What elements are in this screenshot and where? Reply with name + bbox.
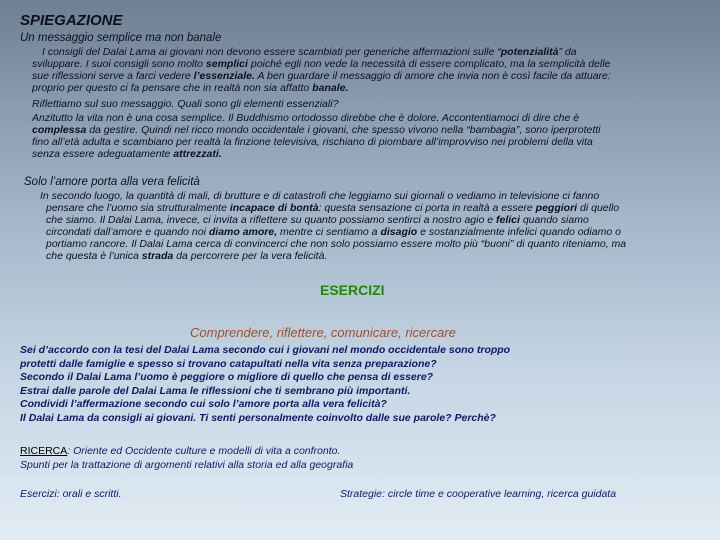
text-bold: incapace di bontà <box>229 202 319 214</box>
text: sviluppare. I suoi consigli sono molto <box>32 58 206 70</box>
text: che questa è l’unica <box>46 250 142 262</box>
text: da percorrere per la vera felicità. <box>173 250 328 262</box>
text: ” da <box>558 46 577 58</box>
text: di quello <box>577 202 620 214</box>
text: quando siamo <box>519 214 589 226</box>
text: mentre ci sentiamo a <box>277 226 381 238</box>
text: portiamo rancore. Il Dalai Lama cerca di convincerci che non solo possiamo essere molto più “buoni” di quanto riteniamo, ma <box>46 238 627 250</box>
subtitle: Un messaggio semplice ma non banale <box>20 32 222 44</box>
text: poiché egli non vede la necessità di essere complicato, ma la semplicità delle <box>247 58 611 70</box>
text: proprio per questo ci fa pensare che in realtà non sia affatto <box>32 82 313 94</box>
list-item: Condividi l’affermazione secondo cui solo l’amore porta alla vera felicità? <box>20 398 387 411</box>
text-bold: felici <box>495 214 520 226</box>
text-bold: l’essenziale. <box>193 70 255 82</box>
paragraph-intro <box>32 46 712 94</box>
strategies: Strategie: circle time e cooperative learning, ricerca guidata <box>340 488 617 500</box>
page-title: SPIEGAZIONE <box>20 12 123 29</box>
questions-list <box>20 344 510 426</box>
text: circondati dall’amore e quando noi <box>46 226 209 238</box>
text: A ben guardare il messaggio di amore che invia non è così facile da attuare: <box>254 70 611 82</box>
list-item: Secondo il Dalai Lama l’uomo è peggiore o migliore di quello che pensa di essere? <box>20 371 434 384</box>
list-item: Il Dalai Lama da consigli ai giovani. Ti senti personalmente coinvolto dalle sue parole? Perchè? <box>20 411 496 424</box>
section-heading-love: Solo l’amore porta alla vera felicità <box>24 176 200 188</box>
text-bold: diamo amore, <box>208 226 278 238</box>
text-bold: potenzialità <box>500 46 559 58</box>
exercises-heading: ESERCIZI <box>320 282 385 298</box>
list-item: Sei d’accordo con la tesi del Dalai Lama secondo cui i giovani nel mondo occidentale sono troppo <box>20 344 511 356</box>
exercises-subheading: Comprendere, riflettere, comunicare, ricercare <box>190 325 456 340</box>
text-bold: semplici <box>205 58 248 70</box>
text: In secondo luogo, la quantità di mali, di brutture e di catastrofi che leggiamo sui giornali o vediamo in televisione ci fanno <box>40 190 600 202</box>
text: Anzitutto la vita non è una cosa semplice. Il Buddhismo ortodosso direbbe che è dolore. Accontentiamoci di dire che è <box>32 112 580 124</box>
list-item: Estrai dalle parole del Dalai Lama le riflessioni che ti sembrano più importanti. <box>20 384 411 397</box>
text: fino all’età adulta e scambiano per realtà la finzione televisiva, rischiano di piombare all’improvviso nei problemi della vita <box>32 136 593 148</box>
text-bold: peggiori <box>535 202 578 214</box>
text: e sostanzialmente infelici quando odiamo o <box>417 226 621 238</box>
list-item: protetti dalle famiglie e spesso si trovano catapultati nella vita senza preparazione? <box>20 357 437 370</box>
research-label: RICERCA <box>20 445 68 457</box>
text-bold: complessa <box>32 124 87 136</box>
text-bold: disagio <box>380 226 418 238</box>
text: : Oriente ed Occidente culture e modelli di vita a confronto. <box>67 445 341 457</box>
text: pensare che l’uomo sia strutturalmente <box>46 202 230 214</box>
text-bold: attrezzati. <box>173 148 222 160</box>
text: I consigli del Dalai Lama ai giovani non devono essere scambiati per generiche affermazioni sulle “ <box>42 46 501 58</box>
research-section <box>20 444 353 472</box>
text: che siamo. Il Dalai Lama, invece, ci invita a riflettere su quanto possiamo sentirci a nostro agio e <box>46 214 496 226</box>
text-bold: banale. <box>312 82 349 94</box>
text: : questa sensazione ci porta in realtà a essere <box>318 202 536 214</box>
paragraph-love <box>40 190 716 262</box>
text-bold: strada <box>141 250 174 262</box>
text: da gestire. Quindi nel ricco mondo occidentale i giovani, che spesso vivono nella “bambagia”, sono iperprotetti <box>86 124 601 136</box>
paragraph-complexity <box>32 112 712 160</box>
text: senza essere adeguatamente <box>32 148 174 160</box>
exercise-type: Esercizi: orali e scritti. <box>20 488 122 500</box>
paragraph-reflect: Riflettiamo sul suo messaggio. Quali sono gli elementi essenziali? <box>32 98 339 110</box>
text: Spunti per la trattazione di argomenti relativi alla storia ed alla geografia <box>20 459 354 471</box>
text: sue riflessioni serve a farci vedere <box>32 70 194 82</box>
